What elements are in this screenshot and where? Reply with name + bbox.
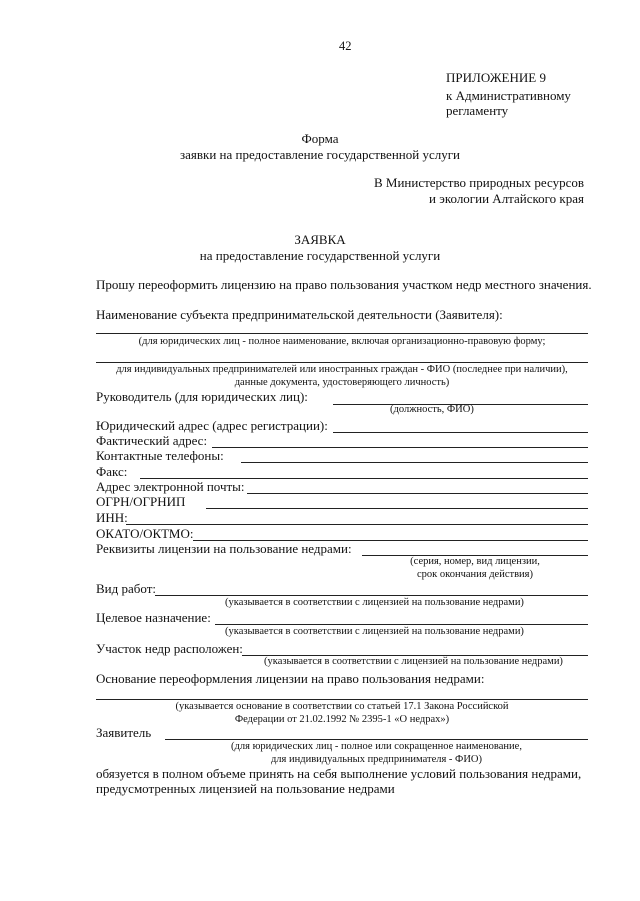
basis-label: Основание переоформления лицензии на право пользования недрами: [96,671,485,686]
legal-address-line [333,432,588,433]
hint-location: (указывается в соответствии с лицензией на пользование недрами) [264,656,563,667]
basis-line [96,699,588,700]
ogrn-line [206,508,588,509]
purpose-label: Целевое назначение: [96,610,211,625]
hint-position: (должность, ФИО) [390,404,474,415]
hint-individual-2: данные документа, удостоверяющего личность) [234,377,450,388]
appendix-line-1: к Административному [446,88,571,103]
head-label: Руководитель (для юридических лиц): [96,389,308,404]
obligation-line-1: обязуется в полном объеме принять на себя выполнение условий пользования недрами, [96,766,582,781]
page-number: 42 [339,39,352,53]
applicant-name-line [96,333,588,334]
hint-basis-2: Федерации от 21.02.1992 № 2395-1 «О недрах») [234,714,450,725]
email-label: Адрес электронной почты: [96,479,245,494]
hint-basis-1: (указывается основание в соответствии со статьей 17.1 Закона Российской [175,701,509,712]
okato-label: ОКАТО/ОКТМО: [96,526,194,541]
inn-line [126,524,588,525]
actual-address-label: Фактический адрес: [96,433,208,448]
hint-license-2: срок окончания действия) [417,569,533,580]
ogrn-label: ОГРН/ОГРНИП [96,494,186,509]
appendix-title: ПРИЛОЖЕНИЕ 9 [446,70,546,85]
fax-label: Факс: [96,464,128,479]
location-label: Участок недр расположен: [96,641,243,656]
applicant-line [165,739,588,740]
hint-work-type: (указывается в соответствии с лицензией на пользование недрами) [225,597,524,608]
applicant-name-line-2 [96,362,588,363]
hint-license-1: (серия, номер, вид лицензии, [410,556,540,567]
work-type-label: Вид работ: [96,581,156,596]
inn-label: ИНН: [96,510,128,525]
work-type-line [155,595,588,596]
applicant-name-label: Наименование субъекта предпринимательской деятельности (Заявителя): [96,307,503,322]
hint-purpose: (указывается в соответствии с лицензией на пользование недрами) [225,626,524,637]
form-title-line-2: заявки на предоставление государственной услуги [179,147,460,162]
purpose-line [215,624,588,625]
addressee-line-1: В Министерство природных ресурсов [373,175,584,190]
heading-title: ЗАЯВКА [294,232,346,247]
actual-address-line [212,447,588,448]
obligation-line-2: предусмотренных лицензией на пользование недрами [96,781,395,796]
hint-applicant-2: для индивидуальных предпринимателя - ФИО) [270,754,483,765]
legal-address-label: Юридический адрес (адрес регистрации): [96,418,328,433]
form-title-line-1: Форма [301,131,339,146]
appendix-line-2: регламенту [446,103,509,118]
addressee-line-2: и экологии Алтайского края [429,191,584,206]
email-line [247,493,588,494]
phones-label: Контактные телефоны: [96,448,224,463]
hint-applicant-1: (для юридических лиц - полное или сокращенное наименование, [231,741,522,752]
heading-subtitle: на предоставление государственной услуги [199,248,441,263]
request-text: Прошу переоформить лицензию на право пользования участком недр местного значения. [96,277,592,292]
license-details-label: Реквизиты лицензии на пользование недрами: [96,541,352,556]
phones-line [241,462,588,463]
hint-individual-1: для индивидуальных предпринимателей или иностранных граждан - ФИО (последнее при наличии), [116,364,568,375]
applicant-label: Заявитель [96,725,152,740]
hint-legal-entity: (для юридических лиц - полное наименование, включая организационно-правовую форму; [138,336,546,347]
